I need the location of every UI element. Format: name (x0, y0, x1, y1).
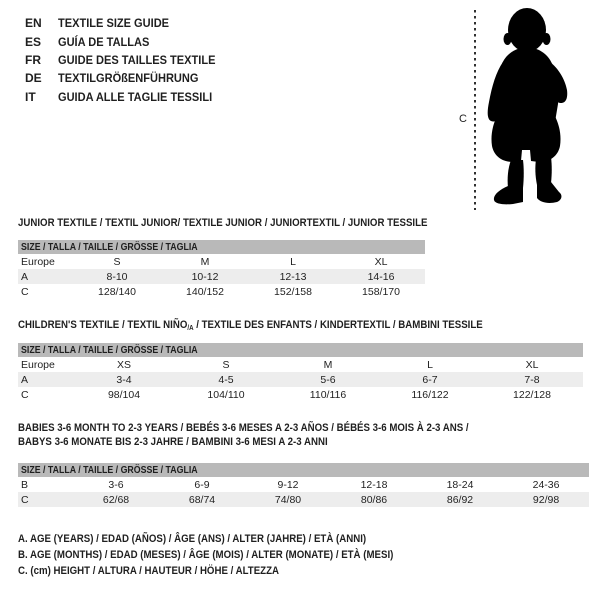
table-cell: 4-5 (175, 372, 277, 387)
legend-notes (18, 533, 445, 581)
table-cell: 12-18 (360, 478, 388, 491)
table-cell: 158/170 (362, 285, 400, 298)
language-row-fr (25, 51, 229, 69)
table-row (18, 492, 589, 507)
junior-size-table (18, 240, 425, 299)
table-row (18, 387, 583, 402)
table-row (18, 284, 425, 299)
language-title-de: TEXTILGRÖßENFÜHRUNG (58, 71, 199, 86)
table-row (18, 372, 583, 387)
table-cell: 68/74 (159, 492, 245, 507)
language-row-en (25, 14, 229, 32)
table-cell: 6-9 (194, 478, 210, 491)
size-header-cell: SIZE / TALLA / TAILLE / GRÖSSE / TAGLIA (18, 463, 589, 477)
table-cell: 6-7 (379, 372, 481, 387)
language-code-fr: FR (25, 52, 41, 67)
table-cell: 12-13 (249, 269, 337, 284)
table-cell: A (18, 372, 73, 387)
language-title-es: GUÍA DE TALLAS (58, 34, 150, 49)
table-cell: A (18, 269, 73, 284)
table-cell: 9-12 (277, 478, 299, 491)
junior-section-title: JUNIOR TEXTILE / TEXTIL JUNIOR/ TEXTILE JUNIOR / JUNIORTEXTIL / JUNIOR TESSILE (18, 217, 428, 229)
language-code-en: EN (25, 16, 42, 31)
table-row (18, 269, 425, 284)
table-cell: 110/116 (309, 388, 347, 401)
size-header-cell: SIZE / TALLA / TAILLE / GRÖSSE / TAGLIA (18, 343, 583, 357)
table-cell: C (18, 492, 73, 507)
table-row (18, 477, 589, 492)
table-cell: 10-12 (161, 269, 249, 284)
table-header-row (18, 240, 425, 254)
table-cell: 7-8 (481, 372, 583, 387)
table-cell: 92/98 (503, 492, 589, 507)
note-age-years: A. AGE (YEARS) / EDAD (AÑOS) / ÂGE (ANS) / ALTER (JAHRE) / ETÀ (ANNI) (18, 533, 367, 545)
baby-silhouette-icon (488, 8, 568, 204)
table-cell: S (113, 255, 121, 268)
height-label: C (459, 113, 467, 125)
language-code-it: IT (25, 89, 36, 104)
size-header-cell: SIZE / TALLA / TAILLE / GRÖSSE / TAGLIA (18, 240, 425, 254)
table-cell: 122/128 (513, 388, 551, 401)
table-row (18, 254, 425, 269)
language-code-de: DE (25, 71, 42, 86)
language-title-en: TEXTILE SIZE GUIDE (58, 16, 170, 31)
table-cell: 98/104 (107, 388, 141, 401)
table-cell: 74/80 (245, 492, 331, 507)
children-size-table (18, 343, 583, 402)
table-cell: 86/92 (417, 492, 503, 507)
table-cell: 116/122 (411, 388, 449, 401)
table-cell: S (222, 358, 230, 371)
table-cell: 140/152 (186, 285, 224, 298)
table-cell: L (427, 358, 433, 371)
table-cell: 128/140 (98, 285, 136, 298)
table-row (18, 357, 583, 372)
language-list (25, 14, 229, 106)
language-row-it (25, 88, 229, 106)
table-cell: 3-6 (108, 478, 124, 491)
table-cell: XL (525, 358, 539, 371)
table-cell: L (290, 255, 296, 268)
subscript-text: /A (187, 325, 194, 332)
children-section-title: CHILDREN'S TEXTILE / TEXTIL NIÑO/A / TEXTILE DES ENFANTS / KINDERTEXTIL / BAMBINI TESSILE (18, 319, 483, 332)
baby-height-figure (455, 3, 595, 215)
table-cell: 80/86 (331, 492, 417, 507)
table-cell: Europe (21, 255, 55, 268)
language-row-de (25, 69, 229, 87)
table-header-row (18, 463, 589, 477)
note-age-months: B. AGE (MONTHS) / EDAD (MESES) / ÂGE (MOIS) / ALTER (MONATE) / ETÀ (MESI) (18, 549, 394, 561)
table-cell: 62/68 (73, 492, 159, 507)
table-cell: M (323, 358, 333, 371)
table-cell: XS (116, 358, 131, 371)
table-cell: B (21, 478, 29, 491)
table-cell: 5-6 (277, 372, 379, 387)
babies-section-title-line2: BABYS 3-6 MONATE BIS 2-3 JAHRE / BAMBINI 3-6 MESI A 2-3 ANNI (18, 436, 328, 448)
table-cell: C (21, 285, 29, 298)
note-height-cm: C. (cm) HEIGHT / ALTURA / HAUTEUR / HÖHE / ALTEZZA (18, 565, 280, 577)
table-cell: Europe (21, 358, 55, 371)
table-cell: XL (374, 255, 388, 268)
table-cell: 104/110 (207, 388, 245, 401)
table-cell: M (200, 255, 210, 268)
table-header-row (18, 343, 583, 357)
language-title-fr: GUIDE DES TAILLES TEXTILE (58, 52, 216, 67)
language-row-es (25, 32, 229, 50)
table-cell: 14-16 (337, 269, 425, 284)
babies-section-title-line1: BABIES 3-6 MONTH TO 2-3 YEARS / BEBÉS 3-6 MESES A 2-3 AÑOS / BÉBÉS 3-6 MOIS À 2-3 ANS / (18, 422, 469, 434)
table-cell: 8-10 (73, 269, 161, 284)
table-cell: 3-4 (73, 372, 175, 387)
babies-size-table (18, 463, 589, 507)
table-cell: 152/158 (274, 285, 312, 298)
table-cell: C (21, 388, 29, 401)
language-code-es: ES (25, 34, 42, 49)
table-cell: 18-24 (446, 478, 474, 491)
table-cell: 24-36 (532, 478, 560, 491)
language-title-it: GUIDA ALLE TAGLIE TESSILI (58, 89, 213, 104)
